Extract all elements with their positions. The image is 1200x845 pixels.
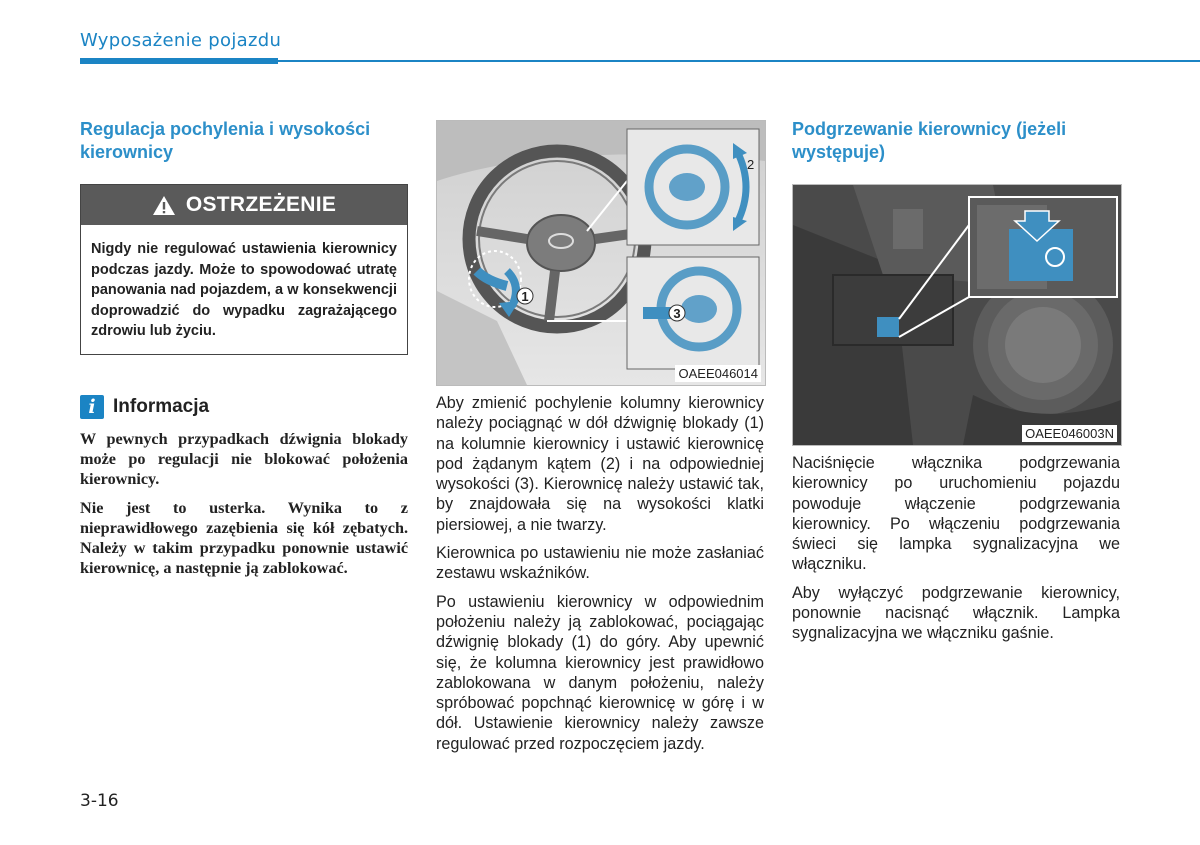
tilt-heading: Regulacja pochylenia i wysokości kierownicy [80,119,371,162]
section-title: Wyposażenie pojazdu [80,30,282,51]
callout-3: 3 [673,306,681,321]
warning-title: OSTRZEŻENIE [185,193,337,216]
tilt-paragraph-2: Kierownica po ustawieniu nie może zasłaniać zestawu wskaźników. [436,544,764,583]
figure-code: OAEE046003N [1022,425,1117,442]
left-column [80,112,408,578]
right-column [792,112,1120,644]
info-paragraph-1: W pewnych przypadkach dźwignia blokady może po regulacji nie blokować położenia kierownicy. [80,429,408,488]
header-rule-accent [80,58,278,64]
callout-1: 1 [521,289,529,304]
callout-2: 2 [747,157,755,172]
warning-header [81,185,407,225]
heated-steering-heading: Podgrzewanie kierownicy (jeżeli występuje) [792,119,1067,162]
info-header [80,395,408,419]
warning-triangle-icon [152,195,176,216]
info-title: Informacja [113,395,210,417]
steering-wheel-illustration [437,121,765,385]
info-paragraph-2: Nie jest to usterka. Wynika to z nieprawidłowego zazębienia się kół zębatych. Należy w takim przypadku ponownie ustawić kierownicę, a następnie ją zablokować. [80,498,408,577]
heated-paragraph-1: Naciśnięcie włącznika podgrzewania kierownicy po uruchomieniu pojazdu powoduje włączenie podgrzewania kierownicy. Po włączeniu podgrzewania świeci się lampka sygnalizacyjna we włączniku. [792,454,1120,574]
steering-adjustment-figure [436,120,766,386]
warning-text: Nigdy nie regulować ustawienia kierownicy podczas jazdy. Może to spowodować utratę panowania nad pojazdem, a w konsekwencji doprowadzić do wypadku zagrażającego zdrowiu lub życiu. [91,241,397,339]
figure-code: OAEE046014 [675,365,761,382]
console-switch-illustration [793,185,1121,445]
middle-column [436,112,764,754]
info-icon: i [80,395,104,419]
tilt-paragraph-3: Po ustawieniu kierownicy w odpowiednim położeniu należy ją zablokować, pociągając dźwignię blokady (1) do góry. Aby upewnić się, że kolumna kierownicy jest prawidłowo zablokowana w danym położeniu, należy spróbować popchnąć kierownicę w górę i w dół. Ustawienie kierownicy należy zawsze regulować przed rozpoczęciem jazdy. [436,592,764,753]
heated-paragraph-2: Aby wyłączyć podgrzewanie kierownicy, ponownie nacisnąć włącznik. Lampka sygnalizacyjna we włączniku gaśnie. [792,583,1120,643]
page-number: 3-16 [80,791,119,811]
heated-steering-figure [792,184,1122,446]
tilt-paragraph-1: Aby zmienić pochylenie kolumny kierownicy należy pociągnąć w dół dźwignię blokady (1) na kolumnie kierownicy i ustawić kierownicę pod żądanym kątem (2) i na odpowiedniej wysokości (3). Kierownicę należy ustawić tak, by znajdowała się na wysokości klatki piersiowej, a nie twarzy. [436,394,764,534]
warning-box [80,184,408,355]
